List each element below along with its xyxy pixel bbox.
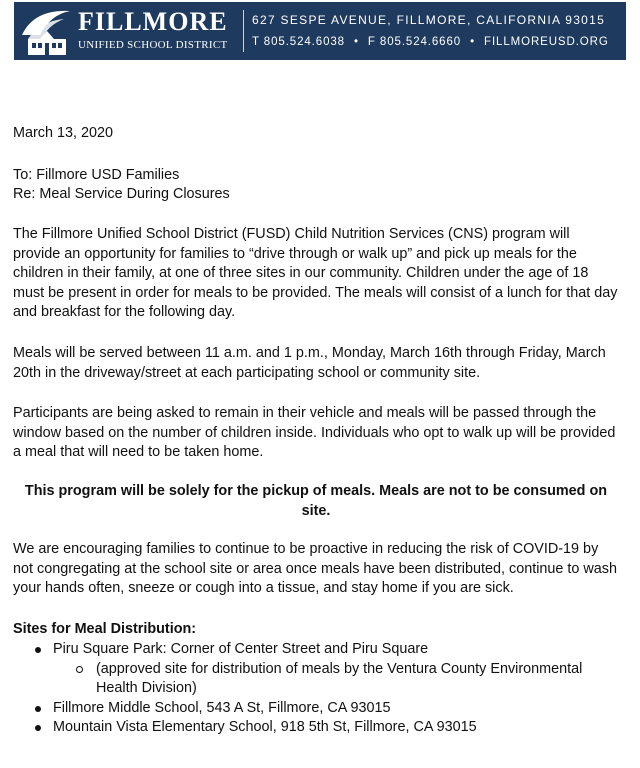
list-item bbox=[13, 640, 619, 660]
site-note: (approved site for distribution of meals by the Ventura County Environmental Health Division) bbox=[96, 660, 583, 697]
contact-line bbox=[252, 34, 609, 50]
contact-info bbox=[252, 12, 609, 50]
list-item bbox=[13, 718, 619, 738]
site-name: Mountain Vista Elementary School, 918 5th St, Fillmore, CA 93015 bbox=[53, 719, 477, 736]
paragraph-covid: We are encouraging families to continue to be proactive in reducing the risk of COVID-19 by not congregating at the school site or area once meals have been distributed, continue to wash your hands often, sneeze or cough into a tissue, and stay home if you are sick. bbox=[13, 541, 617, 597]
sites-list bbox=[13, 640, 619, 738]
site-name: Piru Square Park: Corner of Center Street and Piru Square bbox=[53, 641, 429, 657]
letter-date: March 13, 2020 bbox=[13, 125, 113, 141]
sites-heading: Sites for Meal Distribution: bbox=[13, 621, 197, 637]
letter-recipient: To: Fillmore USD Families bbox=[13, 167, 180, 183]
district-subtitle: UNIFIED SCHOOL DISTRICT bbox=[78, 39, 228, 51]
bold-notice: This program will be solely for the pickup of meals. Meals are not to be consumed on site. bbox=[24, 483, 608, 519]
school-building-logo-icon bbox=[20, 5, 74, 57]
bullet-icon bbox=[35, 706, 41, 712]
district-brand bbox=[78, 8, 228, 52]
district-address: 627 SESPE AVENUE, FILLMORE, CALIFORNIA 93015 bbox=[252, 13, 606, 27]
separator-dot: • bbox=[470, 36, 476, 48]
bullet-icon bbox=[35, 647, 41, 653]
list-item bbox=[13, 699, 619, 719]
list-item-subnote bbox=[13, 660, 619, 699]
district-name: FILLMORE bbox=[78, 7, 228, 36]
paragraph-program: The Fillmore Unified School District (FUSD) Child Nutrition Services (CNS) program will provide an opportunity for families to “drive through or walk up” and pick up meals for the children in their family, at one of three sites in our community. Children under the age of 18 must be present in order for meals to be provided. The meals will consist of a lunch for that day and breakfast for the following day. bbox=[13, 226, 618, 321]
bullet-icon bbox=[35, 725, 41, 731]
letterhead bbox=[14, 2, 626, 60]
letter-subject: Re: Meal Service During Closures bbox=[13, 186, 230, 202]
phone-number: T 805.524.6038 bbox=[252, 36, 345, 48]
separator-dot: • bbox=[353, 36, 359, 48]
website-link[interactable]: FILLMOREUSD.ORG bbox=[484, 36, 609, 48]
fax-number: F 805.524.6660 bbox=[367, 36, 462, 48]
site-name: Fillmore Middle School, 543 A St, Fillmore, CA 93015 bbox=[53, 699, 391, 716]
header-divider bbox=[243, 10, 244, 52]
paragraph-schedule: Meals will be served between 11 a.m. and 1 p.m., Monday, March 16th through Friday, March 20th in the driveway/street at each participating school or community site. bbox=[13, 345, 606, 381]
hollow-bullet-icon bbox=[76, 666, 83, 673]
paragraph-instructions: Participants are being asked to remain in their vehicle and meals will be passed through the window based on the number of children inside. Individuals who opt to walk up will be provided a meal that will need to be taken home. bbox=[13, 405, 616, 461]
